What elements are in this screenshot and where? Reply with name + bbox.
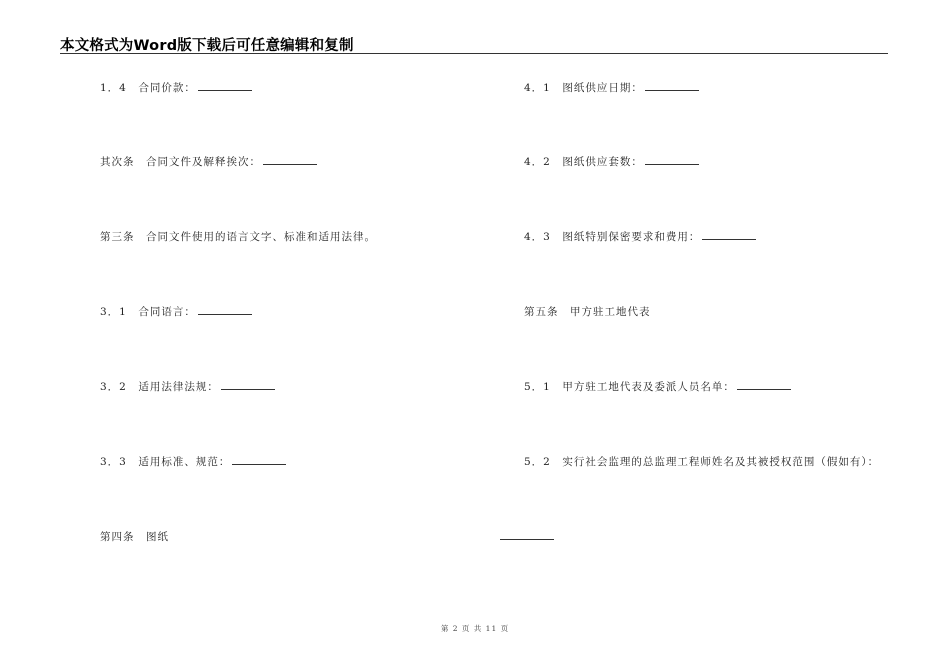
fill-in-blank[interactable] xyxy=(198,81,252,91)
fill-in-blank[interactable] xyxy=(221,380,275,390)
clause-5-1 xyxy=(524,379,791,394)
fill-in-blank[interactable] xyxy=(702,230,756,240)
clause-3-3 xyxy=(100,454,286,469)
fill-in-blank[interactable] xyxy=(232,455,286,465)
clause-2 xyxy=(100,154,317,169)
header-divider xyxy=(60,53,888,54)
clause-4-1-text: 4．1 图纸供应日期： xyxy=(524,82,643,94)
clause-4-2-text: 4．2 图纸供应套数： xyxy=(524,156,643,168)
clause-5-1-text: 5．1 甲方驻工地代表及委派人员名单： xyxy=(524,381,735,393)
fill-in-blank[interactable] xyxy=(645,155,699,165)
fill-in-blank[interactable] xyxy=(737,380,791,390)
clause-4-3 xyxy=(524,229,756,244)
clause-3-1-text: 3．1 合同语言： xyxy=(100,306,196,318)
document-header: 本文格式为Word版下载后可任意编辑和复制 xyxy=(60,38,354,54)
clause-4-2 xyxy=(524,154,699,169)
clause-4 xyxy=(100,529,169,544)
fill-in-blank[interactable] xyxy=(198,305,252,315)
clause-5-heading: 第五条 甲方驻工地代表 xyxy=(524,306,651,318)
fill-in-blank-5-2[interactable] xyxy=(500,539,554,540)
clause-3-1 xyxy=(100,304,252,319)
clause-5 xyxy=(524,304,651,319)
page-number: 第 2 页 共 11 页 xyxy=(440,624,510,633)
clause-5-2-text: 5．2 实行社会监理的总监理工程师姓名及其被授权范围（假如有）： xyxy=(524,456,880,468)
clause-5-2 xyxy=(524,454,879,469)
fill-in-blank[interactable] xyxy=(645,81,699,91)
clause-4-heading: 第四条 图纸 xyxy=(100,531,169,543)
clause-3 xyxy=(100,229,376,244)
clause-3-heading: 第三条 合同文件使用的语言文字、标准和适用法律。 xyxy=(100,231,376,243)
clause-2-text: 其次条 合同文件及解释挨次： xyxy=(100,156,261,168)
clause-1-4-text: 1．4 合同价款： xyxy=(100,82,196,94)
clause-1-4 xyxy=(100,80,252,95)
clause-3-2-text: 3．2 适用法律法规： xyxy=(100,381,219,393)
clause-3-3-text: 3．3 适用标准、规范： xyxy=(100,456,231,468)
clause-4-3-text: 4．3 图纸特别保密要求和费用： xyxy=(524,231,701,243)
clause-4-1 xyxy=(524,80,699,95)
fill-in-blank[interactable] xyxy=(263,155,317,165)
clause-3-2 xyxy=(100,379,275,394)
